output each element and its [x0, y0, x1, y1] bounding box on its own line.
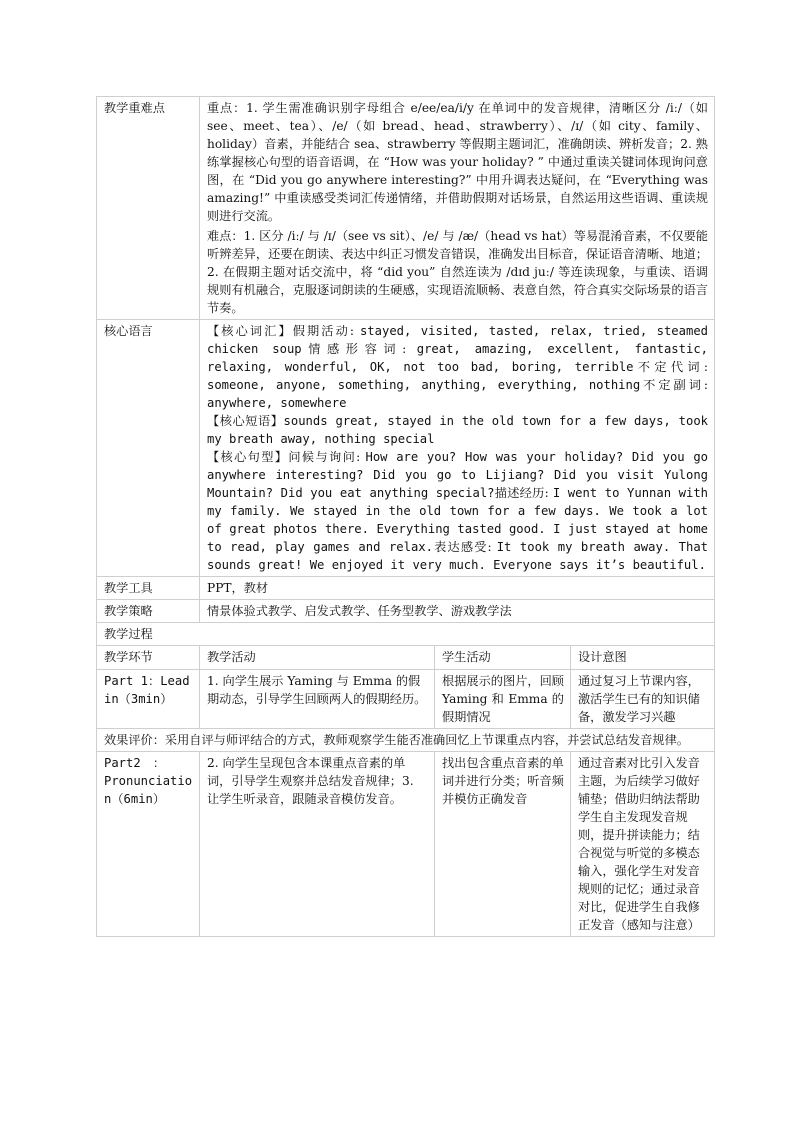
core-language-content — [200, 320, 715, 577]
header-student: 学生活动 — [435, 646, 571, 670]
core-language-row — [97, 320, 715, 577]
core-words-cat3: 不定代词: — [633, 360, 708, 374]
difficult-points-text: 难点：1. 区分 /iː/ 与 /ɪ/（see vs sit）、/e/ 与 /æ/（head vs hat）等易混淆音素，不仅要能听辨差异，还要在朗读、表达中纠正习惯发音错误，准确发出目标音，保证语音清晰、地道；2. 在假期主题对话交流中，将 “did you” 自然连读为 /dɪd juː/ 等连读现象，与重读、语调规则有机融合，克服逐词朗读的生硬感，实现语流顺畅、表意自然，符合真实交际场景的语言节奏。 — [207, 229, 708, 315]
core-patterns-list3: It took my breath away. That sounds great! We enjoyed it very much. Everyone says it’s beautiful. — [207, 540, 709, 572]
lesson-plan-table — [96, 96, 715, 937]
core-patterns — [207, 448, 708, 574]
difficulty-content — [200, 97, 715, 320]
core-words — [207, 322, 708, 412]
part2-stage: Part2 ：Pronunciation（6min） — [97, 752, 200, 937]
core-patterns-list1: How are you? How was your holiday? Did you go anywhere interesting? Did you go to Lijiang? Did you visit Yulong Mountain? Did you eat anything special? — [207, 450, 708, 500]
core-words-cat1: 假期活动: — [292, 324, 360, 338]
eval1-text: 效果评价：采用自评与师评结合的方式，教师观察学生能否准确回忆上节课重点内容，并尝试总结发音规律。 — [97, 729, 715, 752]
header-stage: 教学环节 — [97, 646, 200, 670]
part1-student: 根据展示的图片，回顾 Yaming 和 Emma 的假期情况 — [435, 670, 571, 729]
core-words-list4: anywhere, somewhere — [207, 396, 347, 410]
core-words-list1: stayed, visited, tasted, relax, tried, steamed chicken soup — [207, 324, 708, 356]
core-patterns-cat2: 描述经历: — [494, 486, 553, 500]
process-header-row — [97, 646, 715, 670]
tools-label: 教学工具 — [97, 577, 200, 600]
part2-intent: 通过音素对比引入发音主题，为后续学习做好铺垫；借助归纳法帮助学生自主发现发音规则，提升拼读能力；结合视觉与听觉的多模态输入，强化学生对发音规则的记忆；通过录音对比，促进学生自我修正发音（感知与注意） — [571, 752, 715, 937]
core-phrases — [207, 412, 708, 448]
strategy-value: 情景体验式教学、启发式教学、任务型教学、游戏教学法 — [200, 600, 715, 623]
tools-row — [97, 577, 715, 600]
part2-row — [97, 752, 715, 937]
core-words-cat4: 不定副词: — [640, 378, 708, 392]
part1-row — [97, 670, 715, 729]
core-words-tag: 【核心词汇】 — [207, 324, 293, 338]
core-words-cat2: 情感形容词: — [301, 342, 417, 356]
core-words-list2: great, amazing, excellent, fantastic, relaxing, wonderful, OK, not too bad, boring, terrible — [207, 342, 708, 374]
part2-activity: 2. 向学生呈现包含本课重点音素的单词，引导学生观察并总结发音规律；3. 让学生听录音，跟随录音模仿发音。 — [200, 752, 435, 937]
eval1-row — [97, 729, 715, 752]
strategy-label: 教学策略 — [97, 600, 200, 623]
process-label: 教学过程 — [97, 623, 715, 646]
part1-activity: 1. 向学生展示 Yaming 与 Emma 的假期动态，引导学生回顾两人的假期经历。 — [200, 670, 435, 729]
difficulty-row — [97, 97, 715, 320]
difficulty-label: 教学重难点 — [97, 97, 200, 320]
header-intent: 设计意图 — [571, 646, 715, 670]
key-points-text: 重点：1. 学生需准确识别字母组合 e/ee/ea/i/y 在单词中的发音规律，清晰区分 /iː/（如 see、meet、tea）、/e/（如 bread、head、strawberry）、/ɪ/（如 city、family、holiday）音素，并能结合 sea、strawberry 等假期主题词汇，准确朗读、辨析发音；2. 熟练掌握核心句型的语音语调，在 “How was your holiday? ” 中通过重读关键词体现询问意图，在 “Did you go anywhere interesting?” 中用升调表达疑问，在 “Everything was amazing!” 中重读感受类词汇传递情绪，并借助假期对话场景，自然运用这些语调、重读规则进行交流。 — [207, 101, 708, 223]
process-row — [97, 623, 715, 646]
core-words-list3: someone, anyone, something, anything, everything, nothing — [207, 378, 641, 392]
core-patterns-list2: I went to Yunnan with my family. We stayed in the old town for a few days. We took a lot of great photos there. Everything tasted good. I just stayed at home to read, play games and relax. — [207, 486, 708, 554]
header-activity: 教学活动 — [200, 646, 435, 670]
core-language-label: 核心语言 — [97, 320, 200, 577]
part1-stage: Part 1：Lead in（3min） — [97, 670, 200, 729]
strategy-row — [97, 600, 715, 623]
part2-student: 找出包含重点音素的单词并进行分类；听音频并模仿正确发音 — [435, 752, 571, 937]
core-phrases-list: sounds great, stayed in the old town for a few days, took my breath away, nothing special — [207, 414, 708, 446]
tools-value: PPT，教材 — [200, 577, 715, 600]
part1-intent: 通过复习上节课内容，激活学生已有的知识储备，激发学习兴趣 — [571, 670, 715, 729]
core-patterns-tag: 【核心句型】 — [207, 450, 289, 464]
core-patterns-cat1: 问候与询问: — [288, 450, 366, 464]
core-patterns-cat3: 表达感受: — [432, 540, 497, 554]
core-phrases-tag: 【核心短语】 — [207, 414, 284, 428]
